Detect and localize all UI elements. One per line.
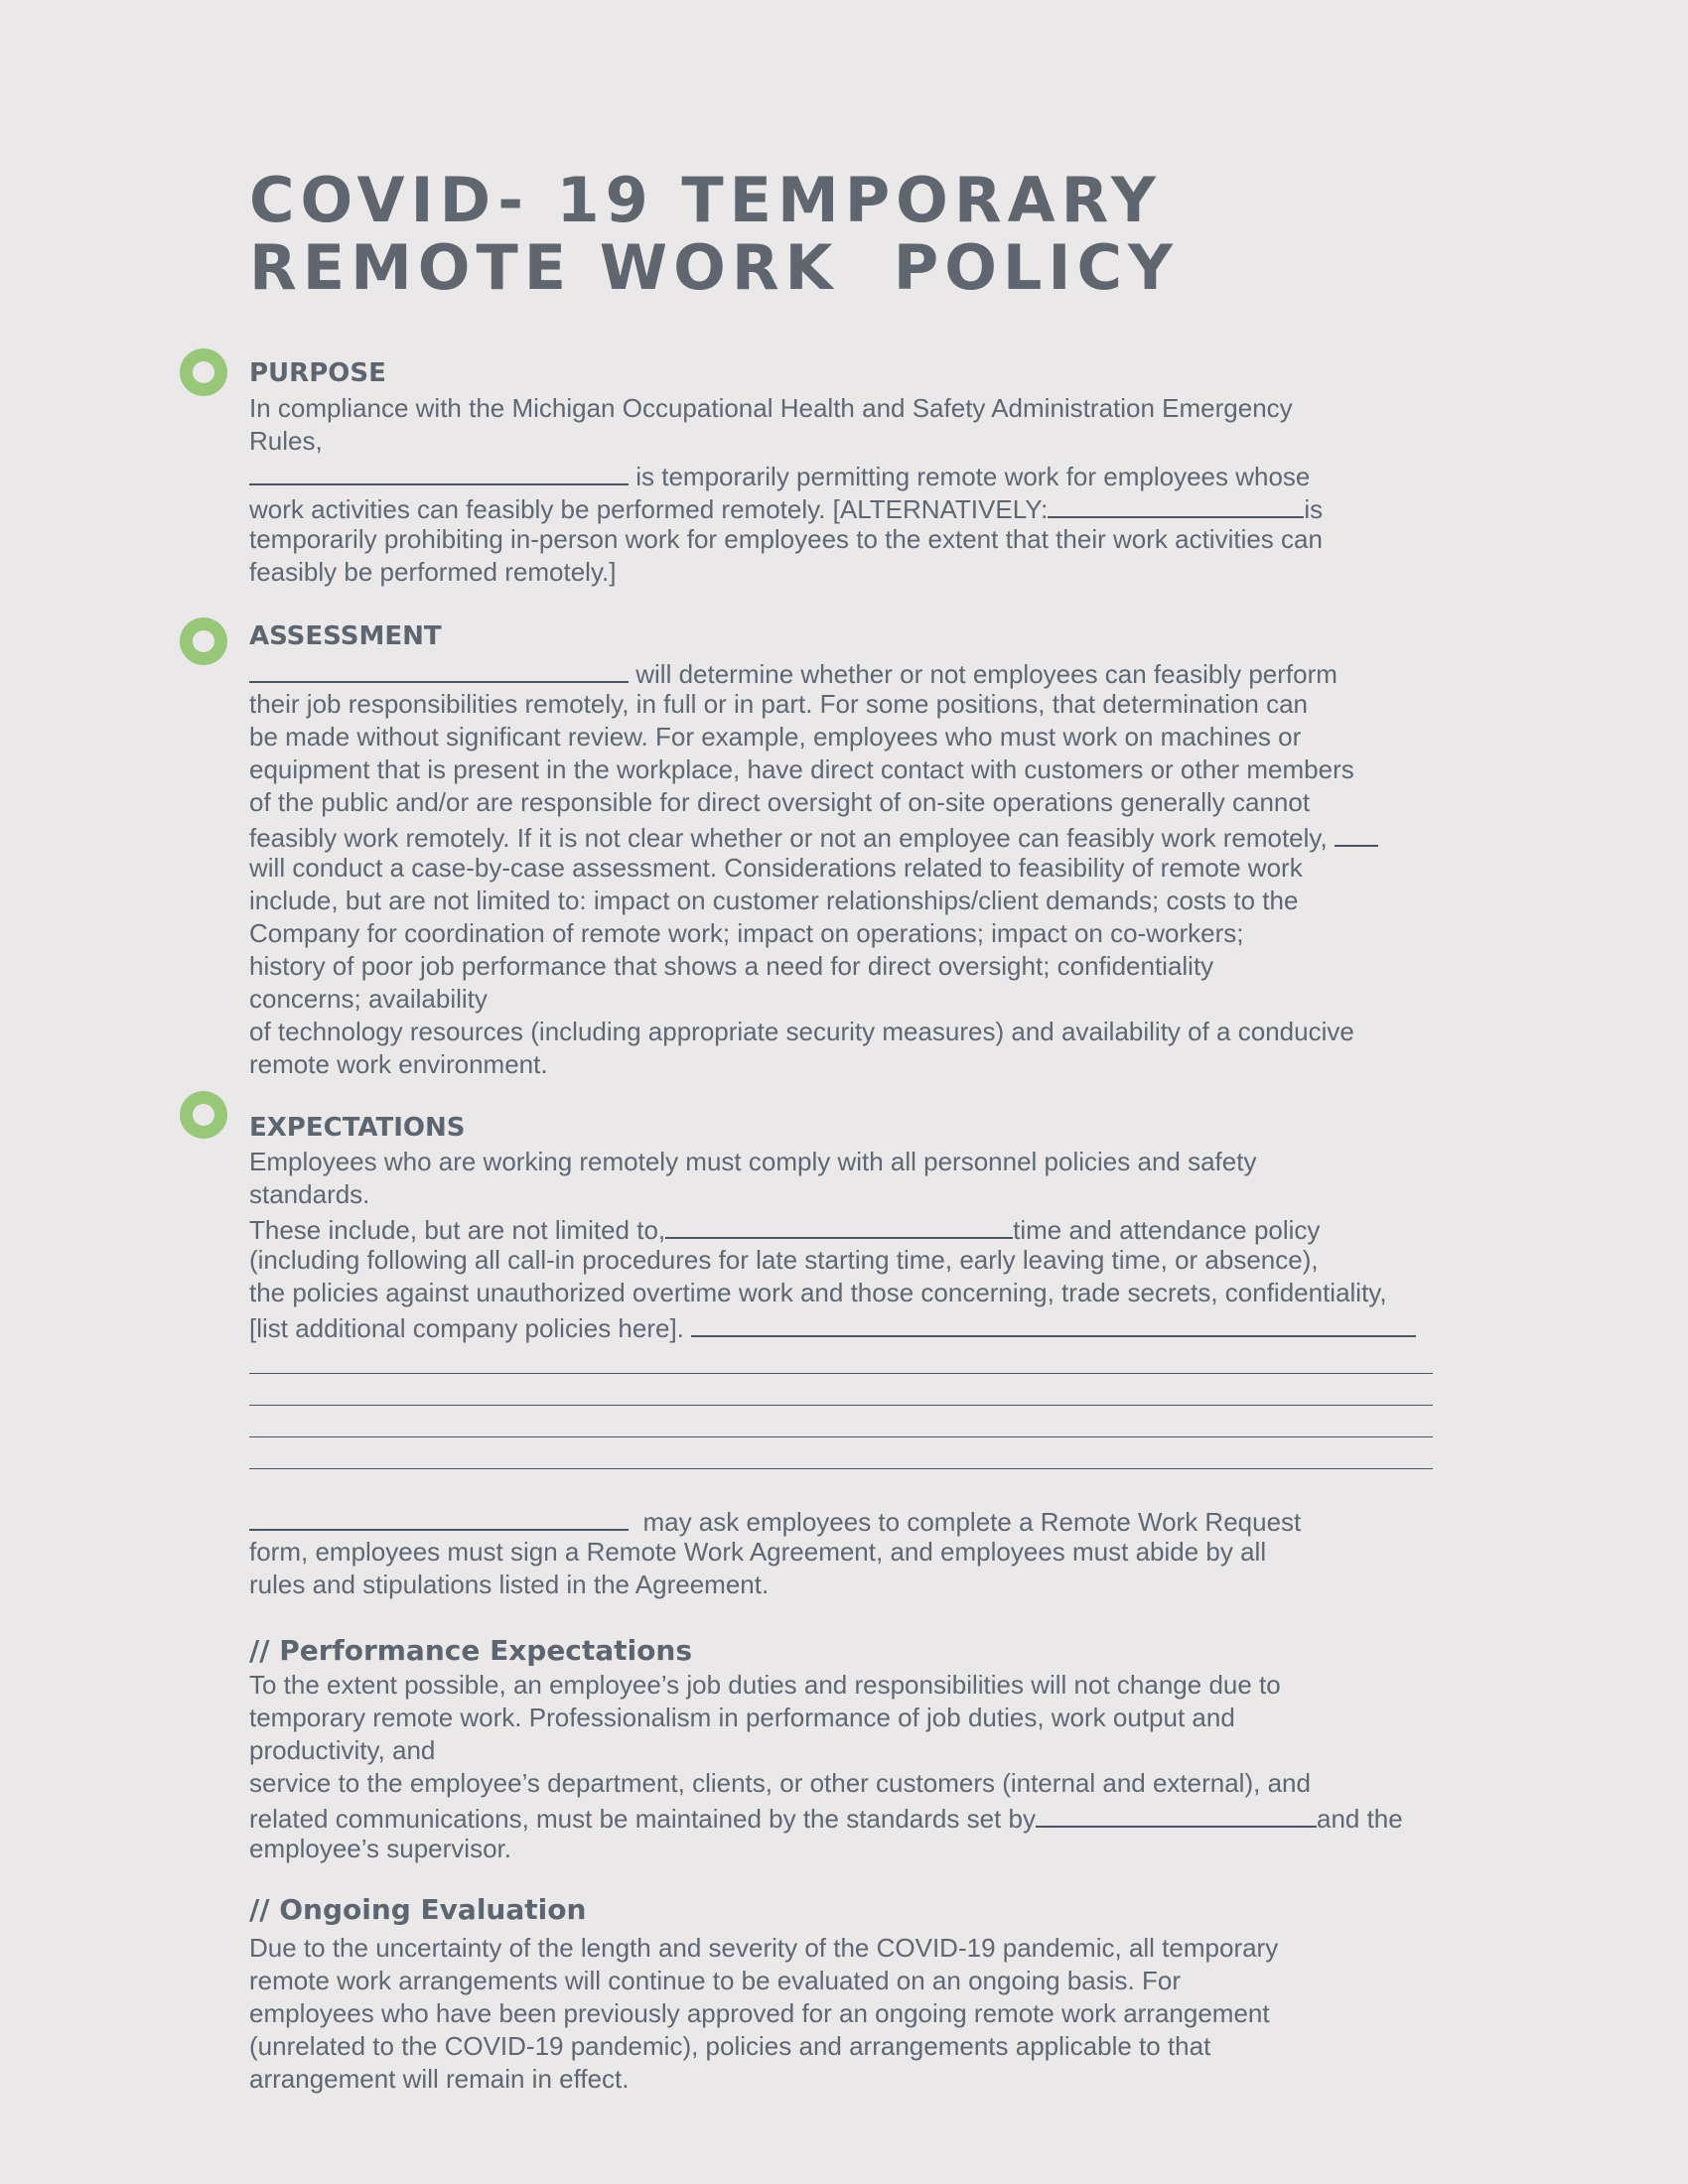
- title-line-2: REMOTE WORK POLICY: [249, 231, 1179, 304]
- assessment-line-1: will determine whether or not employees can feasibly perform: [249, 655, 1441, 688]
- assessor-name-blank[interactable]: [249, 655, 629, 683]
- performance-body: [249, 1669, 1441, 1865]
- purpose-line: Rules,: [249, 426, 323, 456]
- purpose-line-4: work activities can feasibly be performed remotely. [ALTERNATIVELY: is: [249, 490, 1441, 523]
- assessment-line-6: feasibly work remotely. If it is not clear whether or not an employee can feasibly work remotely,: [249, 819, 1441, 852]
- evaluation-heading: // Ongoing Evaluation: [249, 1893, 587, 1926]
- additional-policies-line[interactable]: [249, 1436, 1433, 1437]
- performance-line: To the extent possible, an employee’s job duties and responsibilities will not change due to: [249, 1670, 1281, 1700]
- performance-line: employee’s supervisor.: [249, 1834, 511, 1863]
- attendance-policy-blank[interactable]: [665, 1211, 1013, 1239]
- evaluation-line: remote work arrangements will continue to be evaluated on an ongoing basis. For: [249, 1966, 1181, 1995]
- expectations-line-3: These include, but are not limited to, time and attendance policy: [249, 1211, 1441, 1244]
- purpose-line-3: is temporarily permitting remote work for employees whose: [249, 458, 1441, 490]
- performance-line: service to the employee’s department, clients, or other customers (internal and external), and: [249, 1768, 1311, 1798]
- request-line: form, employees must sign a Remote Work Agreement, and employees must abide by all: [249, 1537, 1267, 1567]
- expectations-heading: EXPECTATIONS: [249, 1113, 466, 1143]
- case-assessor-blank[interactable]: [1335, 819, 1378, 847]
- assessment-line: be made without significant review. For example, employees who must work on machines or: [249, 722, 1302, 751]
- performance-heading: // Performance Expectations: [249, 1634, 693, 1667]
- expectations-line: Employees who are working remotely must comply with all personnel policies and safety: [249, 1147, 1257, 1176]
- purpose-line: In compliance with the Michigan Occupational Health and Safety Administration Emergency: [249, 393, 1293, 423]
- assessment-line: remote work environment.: [249, 1049, 548, 1079]
- expectations-line: the policies against unauthorized overtime work and those concerning, trade secrets, confidentiality,: [249, 1278, 1387, 1307]
- additional-policies-line[interactable]: [249, 1405, 1433, 1406]
- assessment-line: include, but are not limited to: impact on customer relationships/client demands; costs to the: [249, 886, 1299, 915]
- purpose-line: temporarily prohibiting in-person work for employees to the extent that their work activities can: [249, 524, 1323, 554]
- title-line-1: COVID- 19 TEMPORARY: [249, 164, 1162, 236]
- assessment-heading: ASSESSMENT: [249, 621, 442, 651]
- remote-request-paragraph: [249, 1503, 1441, 1601]
- evaluation-body: [249, 1932, 1441, 2096]
- evaluation-line: Due to the uncertainty of the length and severity of the COVID-19 pandemic, all temporary: [249, 1933, 1279, 1963]
- performance-line: productivity, and: [249, 1735, 436, 1765]
- document-title: [249, 164, 1179, 304]
- request-line-1: may ask employees to complete a Remote Work Request: [249, 1503, 1441, 1536]
- expectations-line: (including following all call-in procedures for late starting time, early leaving time, or absence),: [249, 1245, 1319, 1275]
- request-line: rules and stipulations listed in the Agreement.: [249, 1570, 770, 1599]
- assessment-line: of the public and/or are responsible for direct oversight of on-site operations generally cannot: [249, 787, 1311, 817]
- purpose-body: [249, 392, 1441, 589]
- assessment-bullet-icon: [180, 617, 227, 665]
- assessment-line: history of poor job performance that shows a need for direct oversight; confidentiality: [249, 951, 1214, 981]
- assessment-line: of technology resources (including appropriate security measures) and availability of a conducive: [249, 1017, 1354, 1046]
- assessment-line: will conduct a case-by-case assessment. Considerations related to feasibility of remote work: [249, 853, 1303, 883]
- evaluation-line: arrangement will remain in effect.: [249, 2064, 630, 2094]
- assessment-line: equipment that is present in the workplace, have direct contact with customers or other members: [249, 754, 1354, 784]
- standards-setter-blank[interactable]: [1036, 1800, 1317, 1828]
- evaluation-line: (unrelated to the COVID-19 pandemic), policies and arrangements applicable to that: [249, 2031, 1211, 2061]
- alternative-company-blank[interactable]: [1048, 490, 1304, 518]
- assessment-body: [249, 655, 1441, 1081]
- expectations-bullet-icon: [180, 1091, 227, 1139]
- purpose-heading: PURPOSE: [249, 358, 386, 388]
- performance-line-5: related communications, must be maintained by the standards set by and the: [249, 1800, 1441, 1833]
- expectations-line: standards.: [249, 1179, 370, 1209]
- assessment-line: Company for coordination of remote work; impact on operations; impact on co-workers;: [249, 918, 1244, 948]
- assessment-line: concerns; availability: [249, 984, 488, 1014]
- additional-policies-blank[interactable]: [691, 1309, 1416, 1337]
- purpose-bullet-icon: [180, 348, 227, 396]
- assessment-line: their job responsibilities remotely, in full or in part. For some positions, that determination can: [249, 689, 1309, 719]
- expectations-line-6: [list additional company policies here].: [249, 1309, 1441, 1342]
- additional-policies-line[interactable]: [249, 1373, 1433, 1374]
- purpose-line: feasibly be performed remotely.]: [249, 557, 617, 587]
- evaluation-line: employees who have been previously approved for an ongoing remote work arrangement: [249, 1998, 1270, 2028]
- expectations-body: [249, 1146, 1441, 1469]
- performance-line: temporary remote work. Professionalism in performance of job duties, work output and: [249, 1703, 1235, 1732]
- additional-policies-line[interactable]: [249, 1468, 1433, 1469]
- company-name-blank[interactable]: [249, 458, 629, 485]
- requester-name-blank[interactable]: [249, 1503, 629, 1531]
